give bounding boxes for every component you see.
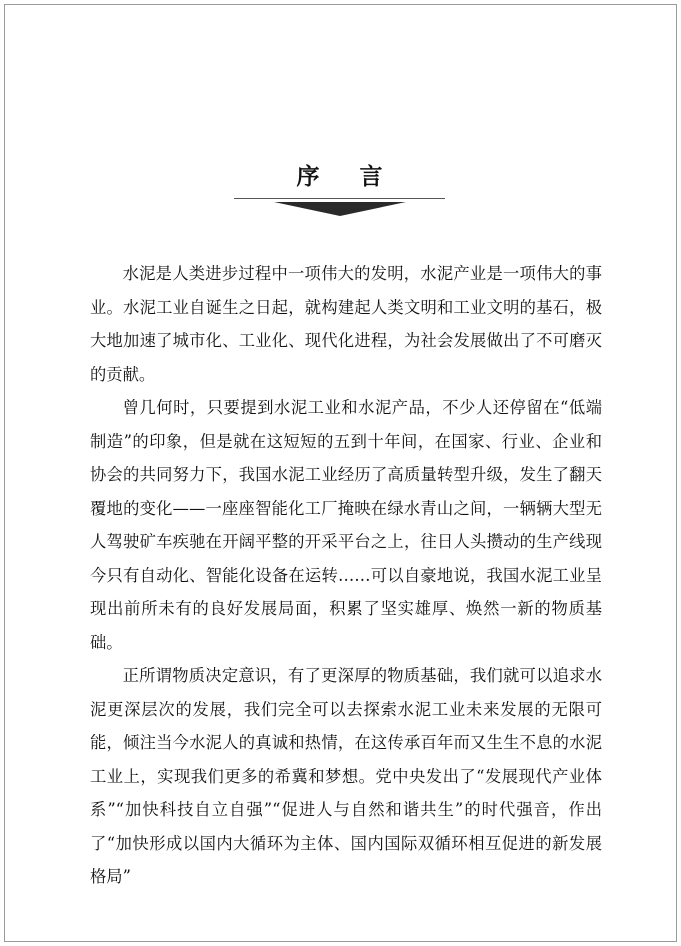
paragraph-3: 正所谓物质决定意识，有了更深厚的物质基础，我们就可以追求水泥更深层次的发展，我们完全可以去探索水泥工业未来发展的无限可能，倾注当今水泥人的真诚和热情，在这传承百年而又生生不息的水泥工业上，实现我们更多的希冀和梦想。党中央发出了“发展现代产业体系”“加快科技自立自强”“促进人与自然和谐共生”的时代强音，作出了“加快形成以国内大循环为主体、国内国际双循环相互促进的新发展格局” bbox=[90, 666, 602, 886]
title-underline bbox=[234, 198, 445, 199]
paragraph-2: 曾几何时，只要提到水泥工业和水泥产品，不少人还停留在“低端制造”的印象，但是就在这短短的五到十年间，在国家、行业、企业和协会的共同努力下，我国水泥工业经历了高质量转型升级，发生了翻天覆地的变化——一座座智能化工厂掩映在绿水青山之间，一辆辆大型无人驾驶矿车疾驰在开阔平整的开采平台之上，往日人头攒动的生产线现今只有自动化、智能化设备在运转……可以自豪地说，我国水泥工业呈现出前所未有的良好发展局面，积累了坚实雄厚、焕然一新的物质基础。 bbox=[90, 398, 602, 652]
page-title: 序言 bbox=[296, 164, 423, 190]
heading-block bbox=[234, 160, 445, 216]
paragraph-1: 水泥是人类进步过程中一项伟大的发明，水泥产业是一项伟大的事业。水泥工业自诞生之日起，就构建起人类文明和工业文明的基石，极大地加速了城市化、工业化、现代化进程，为社会发展做出了不可磨灭的贡献。 bbox=[90, 264, 602, 384]
title-arrow-decoration bbox=[274, 202, 406, 216]
body-text bbox=[90, 257, 602, 894]
